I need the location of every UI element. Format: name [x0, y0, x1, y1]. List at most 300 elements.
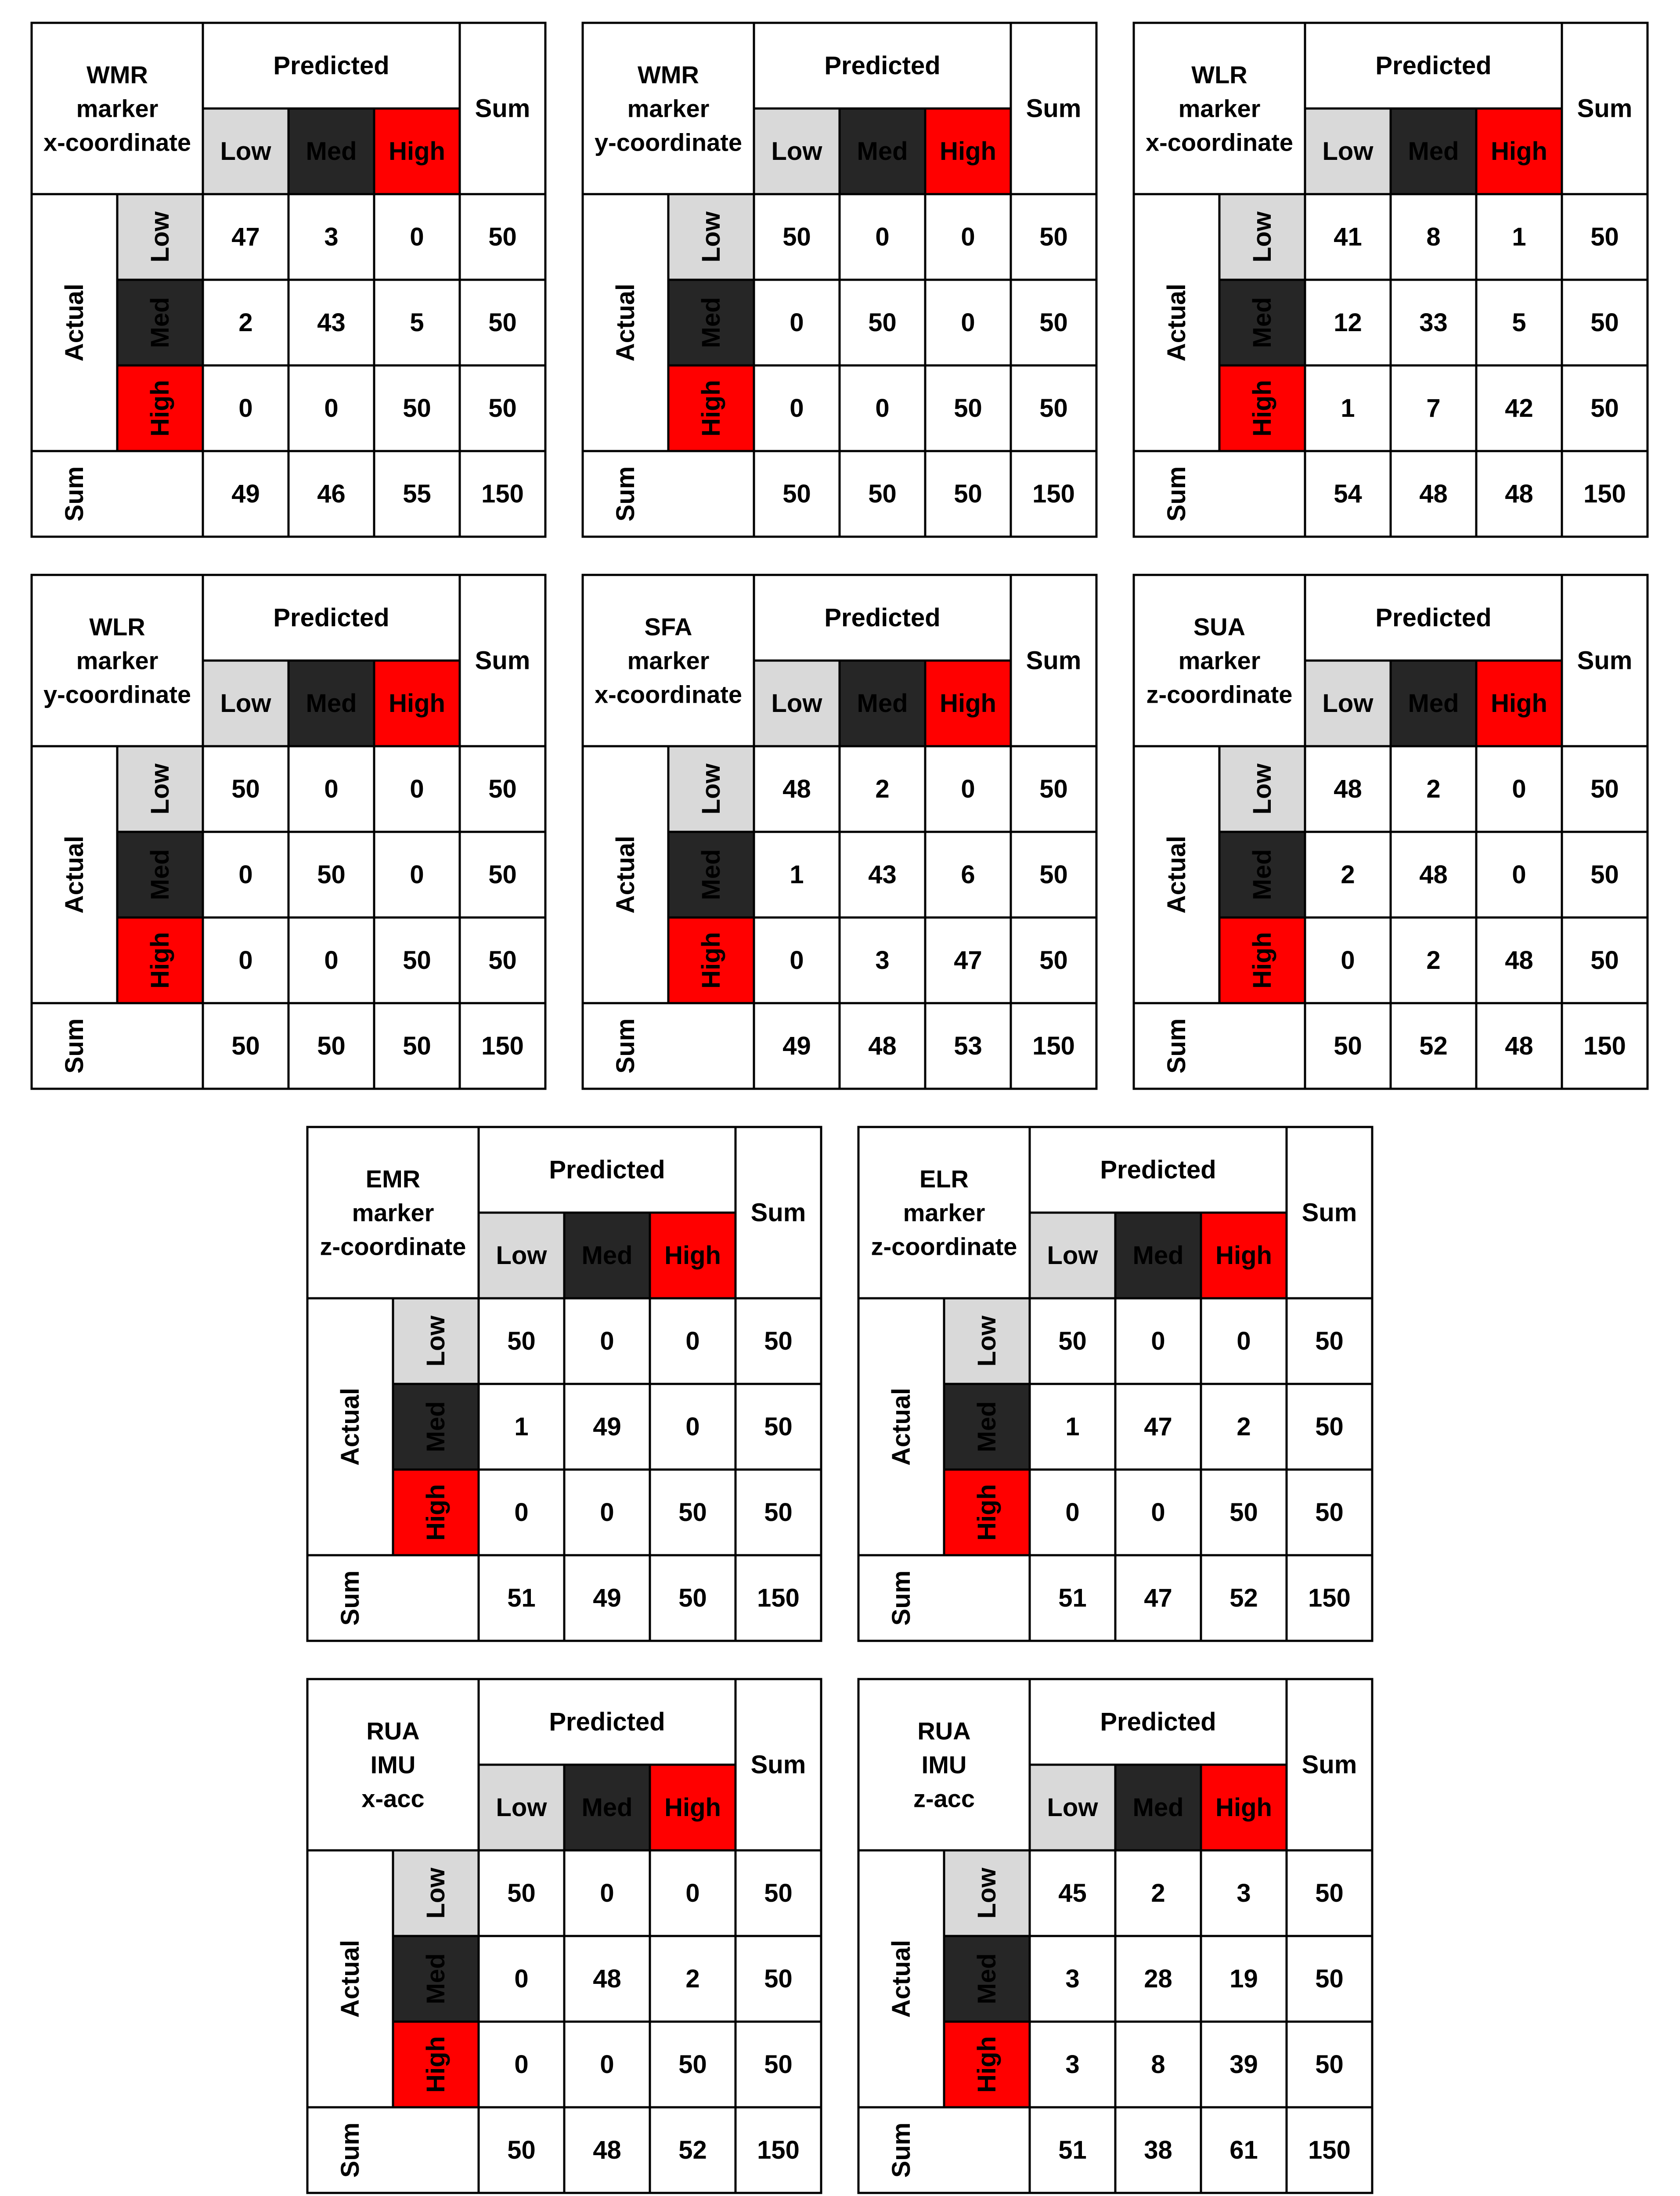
- confusion-matrix-6: [1134, 575, 1648, 1089]
- cell-value: 48: [593, 1965, 621, 1993]
- matrix-title-line-2: marker: [627, 647, 710, 675]
- predicted-med-label: Med: [581, 1793, 633, 1822]
- cell-value: 0: [790, 394, 804, 423]
- col-sum-value: 53: [954, 1032, 982, 1060]
- row-sum-value: 50: [1590, 308, 1619, 337]
- row-sum-value: 50: [1590, 860, 1619, 889]
- cell-value: 0: [238, 860, 253, 889]
- actual-med-label: Med: [1248, 849, 1276, 900]
- cell-value: 2: [875, 775, 890, 803]
- row-sum-value: 50: [1039, 860, 1068, 889]
- actual-low-label: Low: [973, 1867, 1001, 1919]
- cell-value: 2: [1426, 946, 1441, 975]
- cell-value: 2: [1151, 1879, 1165, 1907]
- row-sum-value: 50: [1590, 946, 1619, 975]
- sum-col-header: Sum: [1026, 646, 1082, 675]
- matrix-title-line-3: x-coordinate: [1145, 128, 1294, 156]
- col-sum-value: 48: [1505, 480, 1533, 508]
- confusion-matrix-9: [307, 1679, 821, 2193]
- cell-value: 3: [1065, 2050, 1080, 2079]
- row-sum-value: 50: [488, 775, 517, 803]
- cell-value: 0: [410, 860, 424, 889]
- row-sum-value: 50: [764, 1327, 793, 1355]
- col-sum-value: 50: [954, 480, 982, 508]
- col-sum-value: 50: [403, 1032, 431, 1060]
- col-sum-value: 49: [782, 1032, 811, 1060]
- total-value: 150: [1583, 1032, 1626, 1060]
- cell-value: 7: [1426, 394, 1441, 423]
- col-sum-value: 52: [1419, 1032, 1448, 1060]
- sum-col-header: Sum: [1577, 94, 1633, 123]
- predicted-med-label: Med: [1408, 689, 1459, 718]
- predicted-low-label: Low: [496, 1241, 547, 1270]
- cell-value: 2: [1341, 860, 1355, 889]
- sum-row-header: Sum: [336, 1570, 364, 1626]
- total-value: 150: [1308, 1584, 1351, 1612]
- cell-value: 0: [790, 308, 804, 337]
- predicted-low-label: Low: [496, 1793, 547, 1822]
- col-sum-value: 51: [507, 1584, 536, 1612]
- cell-value: 50: [1229, 1498, 1258, 1527]
- cell-value: 50: [231, 775, 260, 803]
- cell-value: 0: [685, 1327, 700, 1355]
- matrix-title-line-3: z-coordinate: [320, 1232, 466, 1261]
- predicted-header: Predicted: [824, 51, 941, 80]
- cell-value: 0: [600, 1879, 614, 1907]
- actual-low-label: Low: [697, 763, 725, 815]
- cell-value: 0: [324, 394, 339, 423]
- actual-high-label: High: [973, 1484, 1001, 1541]
- col-sum-value: 48: [593, 2136, 621, 2164]
- sum-row-header: Sum: [887, 1570, 916, 1626]
- predicted-high-label: High: [664, 1793, 721, 1822]
- total-value: 150: [1032, 1032, 1075, 1060]
- cell-value: 0: [600, 1327, 614, 1355]
- matrix-title-line-2: marker: [1178, 647, 1261, 675]
- cell-value: 5: [410, 308, 424, 337]
- actual-header: Actual: [887, 1940, 916, 2018]
- cell-value: 1: [1065, 1412, 1080, 1441]
- total-value: 150: [481, 1032, 524, 1060]
- col-sum-value: 51: [1058, 2136, 1087, 2164]
- cell-value: 50: [868, 308, 897, 337]
- matrix-title-line-1: WMR: [638, 61, 699, 89]
- actual-header: Actual: [887, 1387, 916, 1466]
- actual-low-label: Low: [422, 1867, 450, 1919]
- predicted-header: Predicted: [824, 603, 941, 632]
- sum-row-header: Sum: [1162, 466, 1191, 522]
- actual-header: Actual: [60, 283, 89, 362]
- sum-col-header: Sum: [1301, 1750, 1357, 1779]
- actual-low-label: Low: [1248, 211, 1276, 263]
- confusion-matrix-2: [583, 23, 1096, 537]
- actual-med-label: Med: [422, 1953, 450, 2005]
- matrix-title-line-3: z-coordinate: [1146, 680, 1293, 708]
- actual-header: Actual: [1162, 835, 1191, 914]
- cell-value: 3: [1237, 1879, 1251, 1907]
- matrix-title-line-1: WLR: [89, 613, 145, 641]
- actual-med-label: Med: [146, 849, 174, 900]
- row-sum-value: 50: [1590, 775, 1619, 803]
- col-sum-value: 49: [593, 1584, 621, 1612]
- sum-col-header: Sum: [750, 1750, 806, 1779]
- row-sum-value: 50: [1315, 1412, 1344, 1441]
- col-sum-value: 50: [678, 1584, 707, 1612]
- predicted-high-label: High: [940, 689, 996, 718]
- sum-row-header: Sum: [60, 466, 89, 522]
- predicted-low-label: Low: [1047, 1793, 1098, 1822]
- actual-low-label: Low: [1248, 763, 1276, 815]
- actual-med-label: Med: [973, 1953, 1001, 2005]
- cell-value: 2: [685, 1965, 700, 1993]
- matrix-title-line-1: WMR: [87, 61, 148, 89]
- actual-med-label: Med: [697, 297, 725, 348]
- matrix-title-line-3: x-coordinate: [43, 128, 191, 156]
- matrix-title-line-3: x-coordinate: [594, 680, 743, 708]
- cell-value: 0: [875, 394, 890, 423]
- cell-value: 43: [317, 308, 346, 337]
- confusion-matrix-3: [1134, 23, 1648, 537]
- row-sum-value: 50: [488, 946, 517, 975]
- total-value: 150: [481, 480, 524, 508]
- cell-value: 0: [1237, 1327, 1251, 1355]
- row-sum-value: 50: [764, 1879, 793, 1907]
- total-value: 150: [1308, 2136, 1351, 2164]
- col-sum-value: 48: [868, 1032, 897, 1060]
- confusion-matrix-7: [307, 1127, 821, 1641]
- cell-value: 48: [782, 775, 811, 803]
- cell-value: 50: [403, 946, 431, 975]
- row-sum-value: 50: [764, 1498, 793, 1527]
- actual-med-label: Med: [697, 849, 725, 900]
- row-sum-value: 50: [1590, 223, 1619, 251]
- actual-low-label: Low: [422, 1315, 450, 1367]
- actual-med-label: Med: [1248, 297, 1276, 348]
- row-sum-value: 50: [764, 2050, 793, 2079]
- predicted-med-label: Med: [1132, 1241, 1184, 1270]
- row-sum-value: 50: [1315, 1498, 1344, 1527]
- cell-value: 0: [1512, 860, 1526, 889]
- cell-value: 0: [961, 223, 975, 251]
- matrix-title-line-3: x-acc: [361, 1784, 425, 1813]
- predicted-high-label: High: [389, 689, 445, 718]
- cell-value: 45: [1058, 1879, 1087, 1907]
- matrix-title-line-1: WLR: [1191, 61, 1247, 89]
- predicted-header: Predicted: [1375, 603, 1492, 632]
- col-sum-value: 48: [1505, 1032, 1533, 1060]
- actual-low-label: Low: [146, 211, 174, 263]
- confusion-matrix-4: [32, 575, 545, 1089]
- predicted-header: Predicted: [1100, 1708, 1216, 1736]
- confusion-matrix-1: [32, 23, 545, 537]
- cell-value: 2: [238, 308, 253, 337]
- actual-low-label: Low: [146, 763, 174, 815]
- predicted-low-label: Low: [1047, 1241, 1098, 1270]
- cell-value: 0: [875, 223, 890, 251]
- row-sum-value: 50: [488, 394, 517, 423]
- cell-value: 0: [961, 308, 975, 337]
- actual-med-label: Med: [973, 1401, 1001, 1452]
- cell-value: 50: [1058, 1327, 1087, 1355]
- cell-value: 47: [1144, 1412, 1172, 1441]
- predicted-low-label: Low: [771, 137, 822, 166]
- actual-high-label: High: [1248, 932, 1276, 989]
- predicted-low-label: Low: [771, 689, 822, 718]
- predicted-header: Predicted: [549, 1708, 665, 1736]
- col-sum-value: 50: [317, 1032, 346, 1060]
- cell-value: 0: [410, 223, 424, 251]
- sum-col-header: Sum: [475, 94, 530, 123]
- cell-value: 39: [1229, 2050, 1258, 2079]
- cell-value: 0: [600, 1498, 614, 1527]
- actual-high-label: High: [422, 2036, 450, 2093]
- actual-high-label: High: [422, 1484, 450, 1541]
- cell-value: 41: [1334, 223, 1362, 251]
- total-value: 150: [757, 1584, 800, 1612]
- col-sum-value: 47: [1144, 1584, 1172, 1612]
- predicted-low-label: Low: [220, 137, 271, 166]
- cell-value: 12: [1334, 308, 1362, 337]
- predicted-high-label: High: [940, 137, 996, 166]
- row-sum-value: 50: [1039, 946, 1068, 975]
- predicted-high-label: High: [1491, 137, 1547, 166]
- col-sum-value: 38: [1144, 2136, 1172, 2164]
- row-sum-value: 50: [764, 1965, 793, 1993]
- cell-value: 0: [1512, 775, 1526, 803]
- cell-value: 0: [514, 2050, 529, 2079]
- cell-value: 50: [678, 2050, 707, 2079]
- col-sum-value: 50: [782, 480, 811, 508]
- cell-value: 48: [1419, 860, 1448, 889]
- sum-row-header: Sum: [611, 1018, 640, 1074]
- total-value: 150: [1032, 480, 1075, 508]
- actual-med-label: Med: [422, 1401, 450, 1452]
- predicted-header: Predicted: [549, 1156, 665, 1184]
- actual-header: Actual: [336, 1387, 364, 1466]
- col-sum-value: 52: [1229, 1584, 1258, 1612]
- cell-value: 0: [514, 1498, 529, 1527]
- col-sum-value: 49: [231, 480, 260, 508]
- cell-value: 1: [514, 1412, 529, 1441]
- cell-value: 0: [324, 946, 339, 975]
- cell-value: 0: [410, 775, 424, 803]
- col-sum-value: 50: [231, 1032, 260, 1060]
- row-sum-value: 50: [1590, 394, 1619, 423]
- sum-row-header: Sum: [887, 2122, 916, 2178]
- actual-header: Actual: [611, 283, 640, 362]
- row-sum-value: 50: [488, 860, 517, 889]
- sum-row-header: Sum: [336, 2122, 364, 2178]
- sum-row-header: Sum: [1162, 1018, 1191, 1074]
- sum-col-header: Sum: [1026, 94, 1082, 123]
- predicted-low-label: Low: [220, 689, 271, 718]
- actual-header: Actual: [1162, 283, 1191, 362]
- cell-value: 1: [1341, 394, 1355, 423]
- actual-high-label: High: [697, 380, 725, 437]
- col-sum-value: 50: [507, 2136, 536, 2164]
- matrix-title-line-2: IMU: [370, 1751, 416, 1779]
- col-sum-value: 50: [868, 480, 897, 508]
- col-sum-value: 51: [1058, 1584, 1087, 1612]
- cell-value: 3: [324, 223, 339, 251]
- cell-value: 50: [782, 223, 811, 251]
- cell-value: 0: [238, 946, 253, 975]
- cell-value: 43: [868, 860, 897, 889]
- row-sum-value: 50: [1315, 1879, 1344, 1907]
- matrix-title-line-2: marker: [76, 94, 159, 123]
- cell-value: 0: [685, 1412, 700, 1441]
- cell-value: 0: [685, 1879, 700, 1907]
- cell-value: 2: [1237, 1412, 1251, 1441]
- matrix-title-line-1: RUA: [366, 1717, 420, 1745]
- total-value: 150: [757, 2136, 800, 2164]
- cell-value: 2: [1426, 775, 1441, 803]
- row-sum-value: 50: [488, 308, 517, 337]
- actual-high-label: High: [146, 380, 174, 437]
- actual-header: Actual: [336, 1940, 364, 2018]
- predicted-high-label: High: [1215, 1241, 1272, 1270]
- cell-value: 0: [790, 946, 804, 975]
- predicted-med-label: Med: [857, 137, 908, 166]
- cell-value: 8: [1426, 223, 1441, 251]
- matrix-title-line-1: SFA: [644, 613, 692, 641]
- cell-value: 42: [1505, 394, 1533, 423]
- col-sum-value: 55: [403, 480, 431, 508]
- predicted-header: Predicted: [1100, 1156, 1216, 1184]
- predicted-high-label: High: [1491, 689, 1547, 718]
- predicted-header: Predicted: [1375, 51, 1492, 80]
- matrix-title-line-2: marker: [903, 1199, 985, 1227]
- col-sum-value: 46: [317, 480, 346, 508]
- actual-low-label: Low: [973, 1315, 1001, 1367]
- col-sum-value: 61: [1229, 2136, 1258, 2164]
- cell-value: 8: [1151, 2050, 1165, 2079]
- cell-value: 50: [954, 394, 982, 423]
- cell-value: 0: [600, 2050, 614, 2079]
- cell-value: 0: [961, 775, 975, 803]
- cell-value: 3: [875, 946, 890, 975]
- row-sum-value: 50: [1315, 1327, 1344, 1355]
- predicted-header: Predicted: [273, 603, 389, 632]
- confusion-matrix-8: [858, 1127, 1372, 1641]
- cell-value: 50: [507, 1879, 536, 1907]
- predicted-med-label: Med: [1408, 137, 1459, 166]
- cell-value: 50: [403, 394, 431, 423]
- cell-value: 47: [954, 946, 982, 975]
- predicted-med-label: Med: [306, 689, 357, 718]
- matrix-title-line-2: marker: [1178, 94, 1261, 123]
- col-sum-value: 48: [1419, 480, 1448, 508]
- col-sum-value: 54: [1334, 480, 1362, 508]
- total-value: 150: [1583, 480, 1626, 508]
- cell-value: 0: [324, 775, 339, 803]
- predicted-high-label: High: [664, 1241, 721, 1270]
- actual-high-label: High: [973, 2036, 1001, 2093]
- cell-value: 5: [1512, 308, 1526, 337]
- sum-col-header: Sum: [750, 1198, 806, 1227]
- row-sum-value: 50: [1039, 223, 1068, 251]
- row-sum-value: 50: [1039, 308, 1068, 337]
- cell-value: 0: [238, 394, 253, 423]
- cell-value: 0: [1341, 946, 1355, 975]
- predicted-med-label: Med: [306, 137, 357, 166]
- matrix-title-line-1: RUA: [917, 1717, 971, 1745]
- col-sum-value: 52: [678, 2136, 707, 2164]
- sum-col-header: Sum: [1301, 1198, 1357, 1227]
- sum-col-header: Sum: [475, 646, 530, 675]
- sum-row-header: Sum: [611, 466, 640, 522]
- actual-header: Actual: [60, 835, 89, 914]
- col-sum-value: 50: [1334, 1032, 1362, 1060]
- matrix-title-line-3: y-coordinate: [594, 128, 743, 156]
- actual-high-label: High: [146, 932, 174, 989]
- cell-value: 49: [593, 1412, 621, 1441]
- predicted-header: Predicted: [273, 51, 389, 80]
- actual-header: Actual: [611, 835, 640, 914]
- row-sum-value: 50: [1039, 394, 1068, 423]
- matrix-title-line-1: SUA: [1193, 613, 1246, 641]
- matrix-title-line-2: marker: [352, 1199, 434, 1227]
- predicted-low-label: Low: [1322, 689, 1374, 718]
- cell-value: 1: [790, 860, 804, 889]
- cell-value: 50: [317, 860, 346, 889]
- cell-value: 48: [1505, 946, 1533, 975]
- confusion-matrix-10: [858, 1679, 1372, 2193]
- actual-low-label: Low: [697, 211, 725, 263]
- matrix-title-line-3: z-coordinate: [871, 1232, 1017, 1261]
- matrix-title-line-1: EMR: [365, 1165, 421, 1193]
- cell-value: 47: [231, 223, 260, 251]
- predicted-med-label: Med: [581, 1241, 633, 1270]
- predicted-high-label: High: [389, 137, 445, 166]
- matrix-title-line-3: y-coordinate: [43, 680, 191, 708]
- matrix-title-line-2: IMU: [921, 1751, 967, 1779]
- cell-value: 0: [1151, 1498, 1165, 1527]
- cell-value: 6: [961, 860, 975, 889]
- row-sum-value: 50: [1315, 1965, 1344, 1993]
- cell-value: 19: [1229, 1965, 1258, 1993]
- cell-value: 0: [514, 1965, 529, 1993]
- cell-value: 48: [1334, 775, 1362, 803]
- predicted-high-label: High: [1215, 1793, 1272, 1822]
- matrix-title-line-2: marker: [627, 94, 710, 123]
- predicted-med-label: Med: [1132, 1793, 1184, 1822]
- cell-value: 3: [1065, 1965, 1080, 1993]
- matrix-title-line-2: marker: [76, 647, 159, 675]
- row-sum-value: 50: [1315, 2050, 1344, 2079]
- row-sum-value: 50: [488, 223, 517, 251]
- sum-row-header: Sum: [60, 1018, 89, 1074]
- cell-value: 50: [507, 1327, 536, 1355]
- sum-col-header: Sum: [1577, 646, 1633, 675]
- predicted-low-label: Low: [1322, 137, 1374, 166]
- predicted-med-label: Med: [857, 689, 908, 718]
- cell-value: 0: [1065, 1498, 1080, 1527]
- row-sum-value: 50: [1039, 775, 1068, 803]
- row-sum-value: 50: [764, 1412, 793, 1441]
- cell-value: 1: [1512, 223, 1526, 251]
- actual-high-label: High: [697, 932, 725, 989]
- actual-med-label: Med: [146, 297, 174, 348]
- actual-high-label: High: [1248, 380, 1276, 437]
- confusion-matrix-5: [583, 575, 1096, 1089]
- cell-value: 28: [1144, 1965, 1172, 1993]
- cell-value: 0: [1151, 1327, 1165, 1355]
- cell-value: 33: [1419, 308, 1448, 337]
- matrix-title-line-3: z-acc: [913, 1784, 975, 1813]
- matrix-title-line-1: ELR: [919, 1165, 969, 1193]
- cell-value: 50: [678, 1498, 707, 1527]
